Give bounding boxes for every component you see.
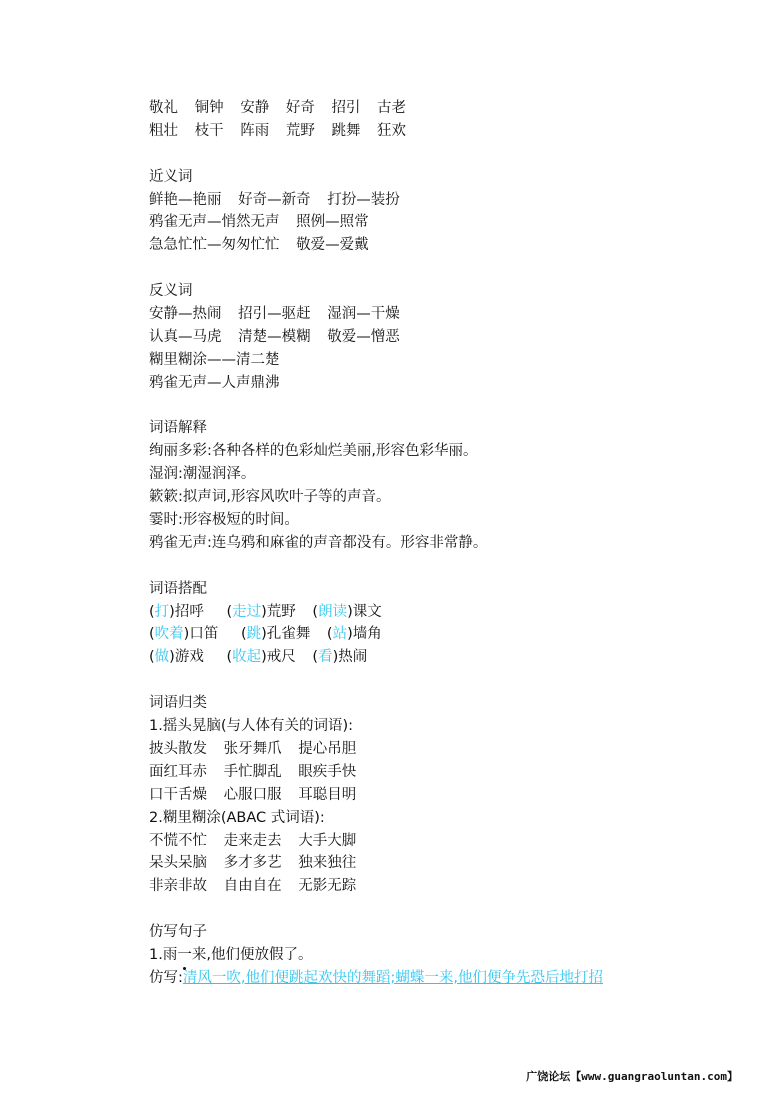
collocation-answer: 打 — [154, 603, 170, 620]
synonym-pair: 照例—照常 — [296, 214, 369, 231]
synonym-line — [149, 211, 749, 234]
collocation-word: 戒尺 — [266, 649, 296, 666]
classification-line — [149, 830, 749, 853]
sentence-part: 1.雨 — [149, 946, 178, 963]
antonym-pair: 糊里糊涂——清二楚 — [149, 351, 280, 368]
idiom: 提心吊胆 — [298, 740, 357, 757]
explanation-line: 湿润:潮湿润泽。 — [149, 466, 256, 483]
imitation-heading: 仿写句子 — [149, 924, 207, 941]
idiom: 披头散发 — [149, 740, 207, 757]
collocation-answer: 吹着 — [154, 626, 184, 643]
explanation-line: 绚丽多彩:各种各样的色彩灿烂美丽,形容色彩华丽。 — [149, 443, 478, 460]
answer-label: 仿写: — [149, 969, 183, 986]
synonym-pair: 敬爱—爱戴 — [296, 237, 369, 254]
collocation-word: 热闹 — [338, 649, 368, 666]
synonym-pair: 好奇—新奇 — [238, 191, 311, 208]
collocation-answer: 站 — [332, 626, 348, 643]
collocation-word: 墙角 — [352, 626, 382, 643]
word: 敬礼 — [149, 100, 178, 116]
collocation-word: 孔雀舞 — [266, 626, 311, 643]
collocation-row — [149, 623, 749, 646]
collocation-answer: 朗读 — [318, 603, 348, 620]
idiom: 手忙脚乱 — [223, 763, 282, 780]
idiom: 多才多艺 — [223, 855, 282, 872]
word-row-1 — [149, 97, 749, 120]
synonym-pair: 鸦雀无声—悄然无声 — [149, 214, 280, 231]
idiom: 大手大脚 — [298, 832, 357, 849]
collocation-row — [149, 646, 749, 669]
word: 荒野 — [285, 122, 315, 139]
explanation-line: 霎时:形容极短的时间。 — [149, 512, 299, 529]
antonym-pair: 湿润—干燥 — [327, 306, 400, 323]
idiom: 无影无踪 — [298, 878, 357, 895]
classification-group-title: 1.摇头晃脑(与人体有关的词语): — [149, 718, 354, 735]
word: 阵雨 — [240, 122, 270, 139]
word: 粗壮 — [149, 122, 178, 139]
idiom: 眼疾手快 — [298, 763, 357, 780]
answer-link[interactable]: 清风一吹,他们便跳起欢快的舞蹈;蝴蝶一来,他们便争先恐后地打招 — [182, 969, 603, 986]
collocation-answer: 看 — [318, 649, 333, 666]
classification-line — [149, 875, 749, 898]
antonym-line — [149, 349, 749, 372]
imitation-example-sentence — [149, 944, 749, 967]
explanation-line: 簌簌:拟声词,形容风吹叶子等的声音。 — [149, 489, 391, 506]
idiom: 非亲非故 — [149, 878, 207, 895]
explanations-heading: 词语解释 — [149, 420, 207, 437]
antonym-pair: 清楚—模糊 — [238, 328, 311, 345]
footer-prefix: 广饶论坛【 — [526, 1070, 582, 1083]
explanation-line: 鸦雀无声:连乌鸦和麻雀的声音都没有。形容非常静。 — [149, 534, 488, 551]
classification-line — [149, 852, 749, 875]
collocation-answer: 做 — [154, 649, 170, 666]
sentence-part: 来,他们便放假了。 — [191, 946, 313, 963]
collocation-word: 口笛 — [189, 626, 219, 643]
word-row-2 — [149, 120, 749, 143]
antonym-line — [149, 372, 749, 395]
emphasis-dot: 一 — [177, 944, 192, 967]
synonym-pair: 鲜艳—艳丽 — [149, 191, 222, 208]
collocation-answer: 跳 — [246, 626, 262, 643]
word: 古老 — [377, 100, 407, 116]
synonym-line — [149, 234, 749, 257]
synonym-pair: 急急忙忙—匆匆忙忙 — [149, 237, 280, 254]
collocation-answer: 走过 — [232, 603, 262, 620]
collocation-item: (收起)戒尺 — [226, 649, 296, 666]
word: 好奇 — [285, 100, 315, 116]
footer-suffix: 】 — [727, 1070, 738, 1083]
antonym-line — [149, 326, 749, 349]
antonym-pair: 招引—驱赶 — [238, 306, 311, 323]
classification-heading: 词语归类 — [149, 695, 207, 712]
antonym-line — [149, 303, 749, 326]
word: 跳舞 — [331, 122, 361, 139]
idiom: 口干舌燥 — [149, 786, 207, 803]
antonym-pair: 敬爱—憎恶 — [327, 328, 400, 345]
antonym-pair: 安静—热闹 — [149, 306, 222, 323]
collocation-word: 游戏 — [174, 649, 204, 666]
idiom: 心服口服 — [223, 786, 282, 803]
word: 招引 — [331, 100, 361, 116]
idiom: 自由自在 — [223, 878, 282, 895]
collocation-answer: 收起 — [232, 649, 262, 666]
antonyms-heading: 反义词 — [149, 283, 193, 300]
collocation-item: (吹着)口笛 — [149, 626, 219, 643]
synonym-pair: 打扮—装扮 — [327, 191, 400, 208]
collocation-word: 荒野 — [266, 603, 296, 620]
idiom: 走来走去 — [223, 832, 282, 849]
classification-line — [149, 761, 749, 784]
footer-watermark — [526, 1068, 738, 1084]
idiom: 张牙舞爪 — [223, 740, 282, 757]
idiom: 不慌不忙 — [149, 832, 207, 849]
collocations-heading: 词语搭配 — [149, 580, 207, 597]
antonym-pair: 鸦雀无声—人声鼎沸 — [149, 374, 280, 391]
footer-url[interactable]: www.guangraoluntan.com — [581, 1070, 727, 1083]
collocation-item: (站)墙角 — [326, 626, 382, 643]
idiom: 耳聪目明 — [298, 786, 357, 803]
collocation-word: 课文 — [352, 603, 382, 620]
collocation-item: (走过)荒野 — [226, 603, 296, 620]
collocation-item: (朗读)课文 — [312, 603, 382, 620]
collocation-item: (做)游戏 — [149, 649, 204, 666]
document-body — [149, 97, 749, 990]
collocation-row — [149, 601, 749, 624]
collocation-item: (看)热闹 — [312, 649, 368, 666]
idiom: 呆头呆脑 — [149, 855, 207, 872]
word: 狂欢 — [377, 122, 407, 139]
synonyms-heading: 近义词 — [149, 168, 193, 185]
classification-line — [149, 784, 749, 807]
word: 铜钟 — [194, 100, 224, 116]
antonym-pair: 认真—马虎 — [149, 328, 222, 345]
collocation-word: 招呼 — [174, 603, 204, 620]
collocation-item: (跳)孔雀舞 — [240, 626, 311, 643]
idiom: 独来独往 — [298, 855, 357, 872]
collocation-item: (打)招呼 — [149, 603, 204, 620]
synonym-line — [149, 189, 749, 212]
word: 枝干 — [194, 122, 224, 139]
classification-group-title: 2.糊里糊涂(ABAC 式词语): — [149, 809, 325, 826]
classification-line — [149, 738, 749, 761]
idiom: 面红耳赤 — [149, 763, 207, 780]
imitation-answer — [149, 967, 749, 990]
word: 安静 — [240, 100, 270, 116]
